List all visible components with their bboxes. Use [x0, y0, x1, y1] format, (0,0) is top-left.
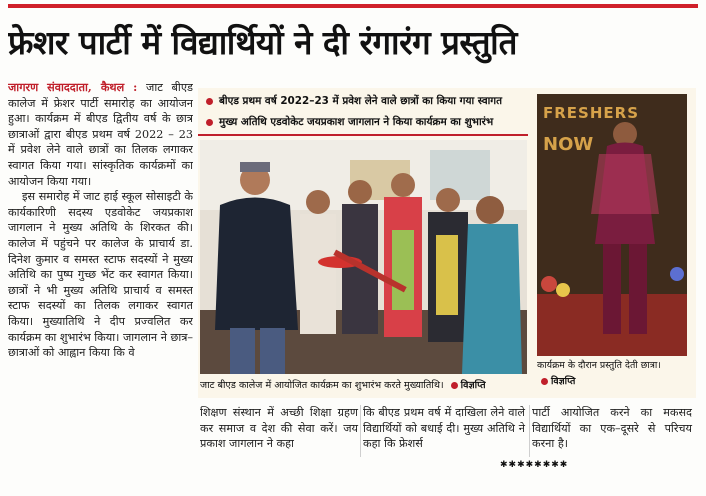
side-photo	[537, 94, 687, 356]
article-column-continued: शिक्षण संस्थान में अच्छी शिक्षा ग्रहण कर समाज व देश की सेवा करें। जय प्रकाश जागलान ने कहा	[200, 406, 358, 451]
caption-text: कार्यक्रम के दौरान प्रस्तुति देती छात्रा।	[537, 360, 661, 371]
side-photo-caption	[537, 358, 695, 392]
svg-text:NOW: NOW	[543, 134, 594, 155]
credit-dot-icon	[541, 378, 548, 385]
intro-paragraph	[8, 80, 193, 189]
article-column-continued: कि बीएड प्रथम वर्ष में दाखिला लेने वाले विद्यार्थियों को बधाई दी। मुख्य अतिथि ने कहा कि फ्रेशर्स	[363, 406, 525, 451]
main-photo-caption	[200, 376, 530, 396]
article-left-column	[8, 80, 193, 460]
side-photo-illustration	[537, 94, 687, 356]
highlight-bullet	[198, 91, 528, 112]
highlight-text: मुख्य अतिथि एडवोकेट जयप्रकाश जागलान ने किया कार्यक्रम का शुभारंभ	[219, 116, 494, 128]
byline: जागरण संवाददाता, कैथल :	[8, 80, 138, 94]
highlight-bullets	[198, 91, 528, 135]
highlight-bullet	[198, 112, 528, 133]
body-paragraph: इस समारोह में जाट हाई स्कूल सोसाइटी के कार्यकारिणी सदस्य एडवोकेट जयप्रकाश जागलान ने मुख्य अतिथि के शिरकत की। कालेज में पहुंचने पर कालेज के प्राचार्य डा. दिनेश कुमार व समस्त स्टाफ सदस्यों ने मुख्य अतिथि का पुष्प गुच्छ भेंट कर स्वागत किया। छात्रों ने भी मुख्य अतिथि प्राचार्य व समस्त स्टाफ सदस्यों का तिलक लगाकर स्वागत किया। मुख्यातिथि ने दीप प्रज्वलित कर कार्यक्रम का शुभारंभ किया। जागलान ने छात्र–छात्राओं को आह्वान किया कि वे	[8, 190, 193, 360]
svg-text:FRESHERS: FRESHERS	[543, 104, 640, 122]
highlight-text: बीएड प्रथम वर्ष 2022–23 में प्रवेश लेने वाले छात्रों का किया गया स्वागत	[219, 95, 503, 107]
caption-text: जाट बीएड कालेज में आयोजित कार्यक्रम का शुभारंभ करते मुख्यातिथि।	[200, 380, 444, 391]
intro-text: जाट बीएड कालेज में फ्रेशर पार्टी समारोह का आयोजन हुआ। कार्यक्रम में बीएड द्वितीय वर्ष के छात्र छात्राओं द्वारा बीएड प्रथम वर्ष 2022 – 23 में प्रवेश लेने वाले छात्रों का तिलक लगाकर स्वागत किया गया। सांस्कृतिक कार्यक्रमों का आयोजन किया गया।	[8, 81, 193, 188]
top-red-rule	[8, 4, 698, 8]
main-photo	[200, 140, 527, 374]
photo-credit: विज्ञप्ति	[551, 376, 576, 387]
bullet-dot-icon	[206, 119, 213, 126]
end-mark: ✱✱✱✱✱✱✱✱	[500, 460, 569, 470]
highlight-rule	[198, 134, 528, 136]
main-photo-illustration	[200, 140, 527, 374]
headline: फ्रेशर पार्टी में विद्यार्थियों ने दी रंगारंग प्रस्तुति	[8, 23, 517, 62]
column-divider	[529, 405, 530, 457]
article-column-continued: पार्टी आयोजित करने का मकसद विद्यार्थियों का एक–दूसरे से परिचय करना है।	[532, 406, 692, 451]
bullet-dot-icon	[206, 98, 213, 105]
credit-dot-icon	[451, 382, 458, 389]
column-divider	[360, 405, 361, 457]
photo-credit: विज्ञप्ति	[460, 380, 486, 391]
